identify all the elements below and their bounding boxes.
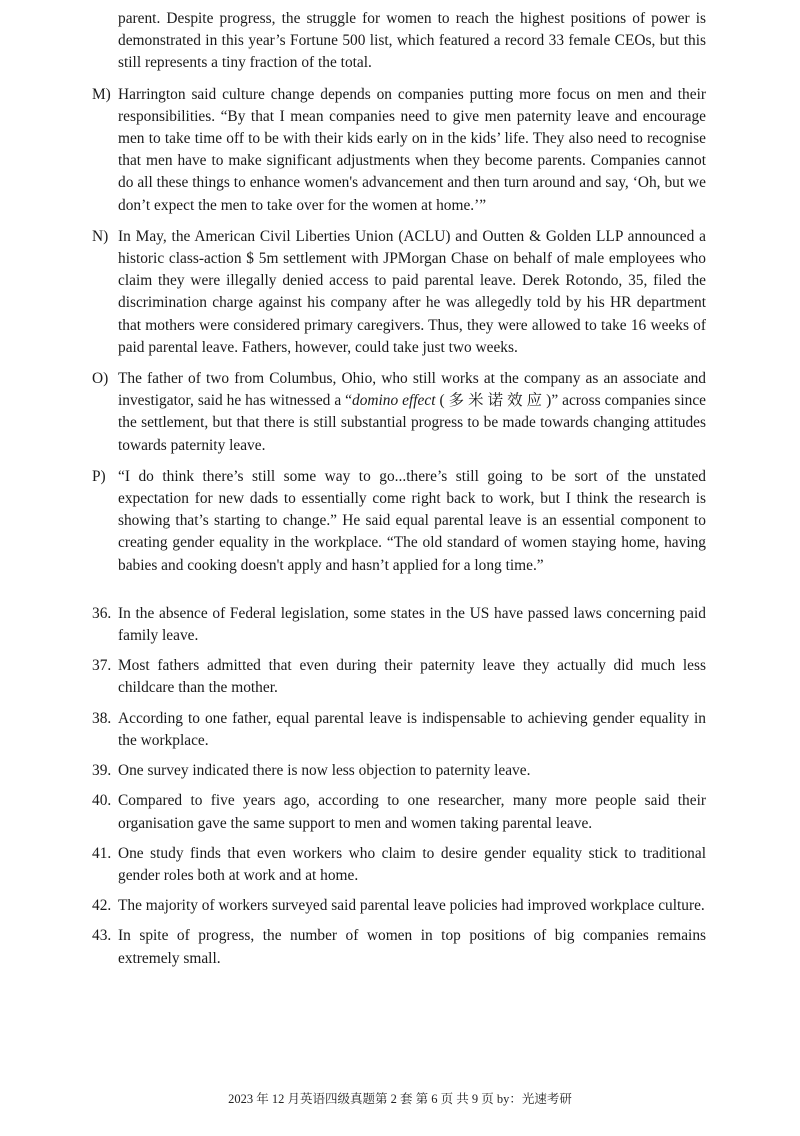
question-number: 37. [92,657,112,675]
question-text: The majority of workers surveyed said parental leave policies had improved workplace culture. [118,897,705,915]
paragraph-label: P) [92,467,106,485]
paragraph-text: Harrington said culture change depends on companies putting more focus on men and their responsibilities. “By that I mean companies need to give men paternity leave and encourage men to take time off to be with their kids early on in the kids’ life. They also need to recognise that men have to make significant adjustments when they become parents. Companies cannot do all these things to enhance women's advancement and then turn around and say, ‘Oh, but we don’t expect the men to take over for the women at home.’” [118,85,706,214]
question-text: In spite of progress, the number of women in top positions of big companies remains extremely small. [118,927,706,967]
paragraph-p [92,466,706,577]
paragraph-text: In May, the American Civil Liberties Union (ACLU) and Outten & Golden LLP announced a historic class-action $ 5m settlement with JPMorgan Chase on behalf of male employees who claim they were illegally denied access to paid parental leave. Derek Rotondo, 35, filed the discrimination charge against his company after he was allegedly told by his HR department that mothers were considered primary caregivers. Thus, they were allowed to take 16 weeks of paid parental leave. Fathers, however, could take just two weeks. [118,227,706,356]
question-number: 40. [92,792,112,810]
question-number: 39. [92,762,112,780]
paragraph-o [92,368,706,457]
question-item [92,603,706,647]
question-text: According to one father, equal parental leave is indispensable to achieving gender equality in the workplace. [118,709,706,749]
question-item [92,790,706,834]
paragraph-text-before: The father of two from Columbus, Ohio, who still works at the company as an associate and investigator, said he has witnessed a “ [118,370,706,410]
paragraph-chinese-gloss: ( 多 米 诺 效 应 ) [435,392,552,410]
question-number: 42. [92,897,112,915]
question-text: Compared to five years ago, according to one researcher, many more people said their organisation gave the same support to men and women taking parental leave. [118,792,706,832]
question-item [92,760,706,782]
paragraph-label: M) [92,85,111,103]
paragraph-text: parent. Despite progress, the struggle for women to reach the highest positions of power is demonstrated in this year’s Fortune 500 list, which featured a record 33 female CEOs, but this still represents a tiny fraction of the total. [118,10,706,72]
question-text: In the absence of Federal legislation, some states in the US have passed laws concerning paid family leave. [118,604,706,645]
paragraph-text-after: ” across companies since the settlement, but that there is still substantial progress to be made towards changing attitudes towards paternity leave. [118,392,707,454]
question-number: 41. [92,844,112,862]
paragraph-continuation [92,8,706,75]
paragraph-text: “I do think there’s still some way to go...there’s still going to be sort of the unstated expectation for new dads to essentially come right back to work, but I think the research is showing that’s starting to change.” He said equal parental leave is an essential component to creating gender equality in the workplace. “The old standard of women staying home, having babies and cooking doesn't apply and hasn’t applied for a long time.” [118,467,706,574]
paragraph-italic-term: domino effect [352,392,436,410]
question-number: 38. [92,709,112,727]
question-item [92,708,706,752]
question-number: 43. [92,927,112,945]
page-footer: 2023 年 12 月英语四级真题第 2 套 第 6 页 共 9 页 by：光速考研 [228,1092,572,1106]
paragraph-n [92,226,706,359]
question-item [92,895,706,917]
section-gap [92,586,706,603]
question-text: Most fathers admitted that even during their paternity leave they actually did much less childcare than the mother. [118,657,706,697]
question-text: One survey indicated there is now less objection to paternity leave. [118,762,531,780]
paragraph-m [92,84,706,217]
question-item [92,655,706,699]
paragraph-label: O) [92,370,109,388]
question-item [92,843,706,887]
question-text: One study finds that even workers who claim to desire gender equality stick to traditional gender roles both at work and at home. [118,844,706,884]
question-number: 36. [92,604,112,622]
question-item [92,925,706,969]
paragraph-label: N) [92,227,109,245]
passage-content [92,8,706,978]
